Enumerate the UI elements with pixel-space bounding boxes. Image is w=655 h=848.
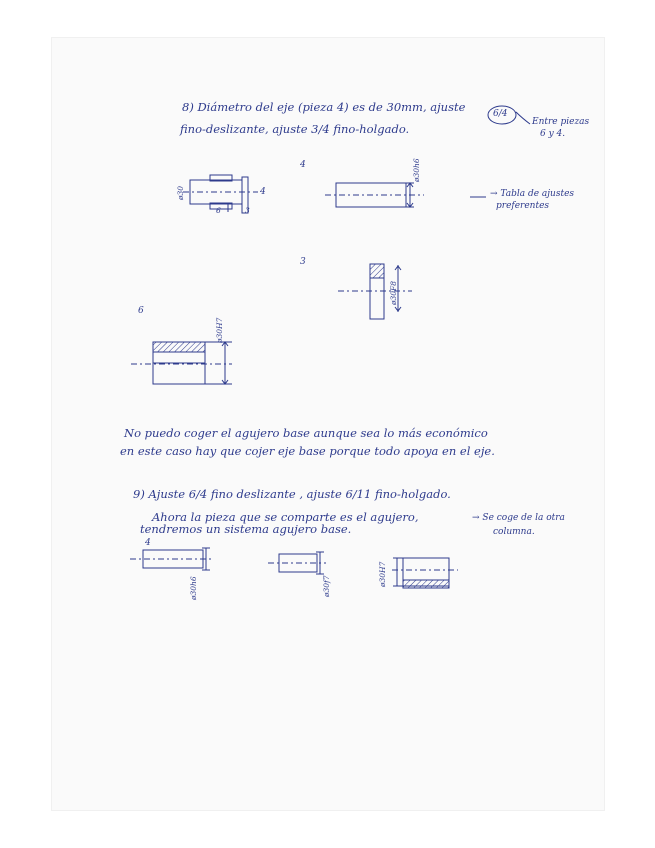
part-4-label: 4: [300, 160, 306, 170]
s9-part-4-label: 4: [145, 538, 151, 548]
assembly-part-4: 4: [260, 187, 266, 197]
s9-tolerance-a: ø30h6: [189, 576, 198, 600]
shaft-part-4-sketch: [325, 183, 424, 207]
column-note-line-1: → Se coge de la otra: [472, 513, 565, 523]
table-note-line-2: preferentes: [496, 201, 550, 211]
section-9-line-3: tendremos un sistema agujero base.: [140, 522, 352, 536]
part-3-sketch: [338, 264, 412, 319]
s9-tolerance-c: ø30H7: [378, 561, 387, 587]
section-8-line-2: fino-deslizante, ajuste 3/4 fino-holgado.: [180, 122, 410, 136]
circled-fit-label: 6/4: [493, 109, 508, 119]
column-note-line-2: columna.: [493, 527, 535, 537]
explanation-line-2: en este caso hay que cojer eje base porque todo apoya en el eje.: [120, 444, 495, 458]
assembly-part-3: 3: [245, 206, 250, 215]
note-connector: [516, 112, 530, 124]
parts-note-line-1: Entre piezas: [532, 117, 590, 127]
s9-part-b-sketch: [268, 552, 326, 574]
part-3-label: 3: [300, 257, 306, 267]
s9-part-c-sketch: [392, 558, 458, 588]
part-6-label: 6: [138, 306, 144, 316]
assembly-part-6: 6: [216, 206, 221, 215]
explanation-line-1: No puedo coger el agujero base aunque sea lo más económico: [124, 426, 488, 440]
part-6-tolerance: ø30H7: [215, 317, 224, 343]
section-9-line-1: 9) Ajuste 6/4 fino deslizante , ajuste 6/11 fino-holgado.: [133, 487, 451, 501]
section-9-line-2: Ahora la pieza que se comparte es el agujero,: [152, 510, 419, 524]
s9-part-a-sketch: [130, 548, 212, 570]
assembly-dimension: ø30: [176, 185, 185, 200]
part-3-tolerance: ø30F8: [389, 280, 398, 305]
shaft-tolerance: ø30h6: [412, 158, 421, 182]
part-6-sketch: [131, 342, 232, 384]
table-note-line-1: → Tabla de ajustes: [490, 189, 575, 199]
parts-note-line-2: 6 y 4.: [540, 129, 566, 139]
s9-tolerance-b: ø30f7: [322, 575, 331, 597]
section-8-line-1: 8) Diámetro del eje (pieza 4) es de 30mm, ajuste: [182, 100, 466, 114]
